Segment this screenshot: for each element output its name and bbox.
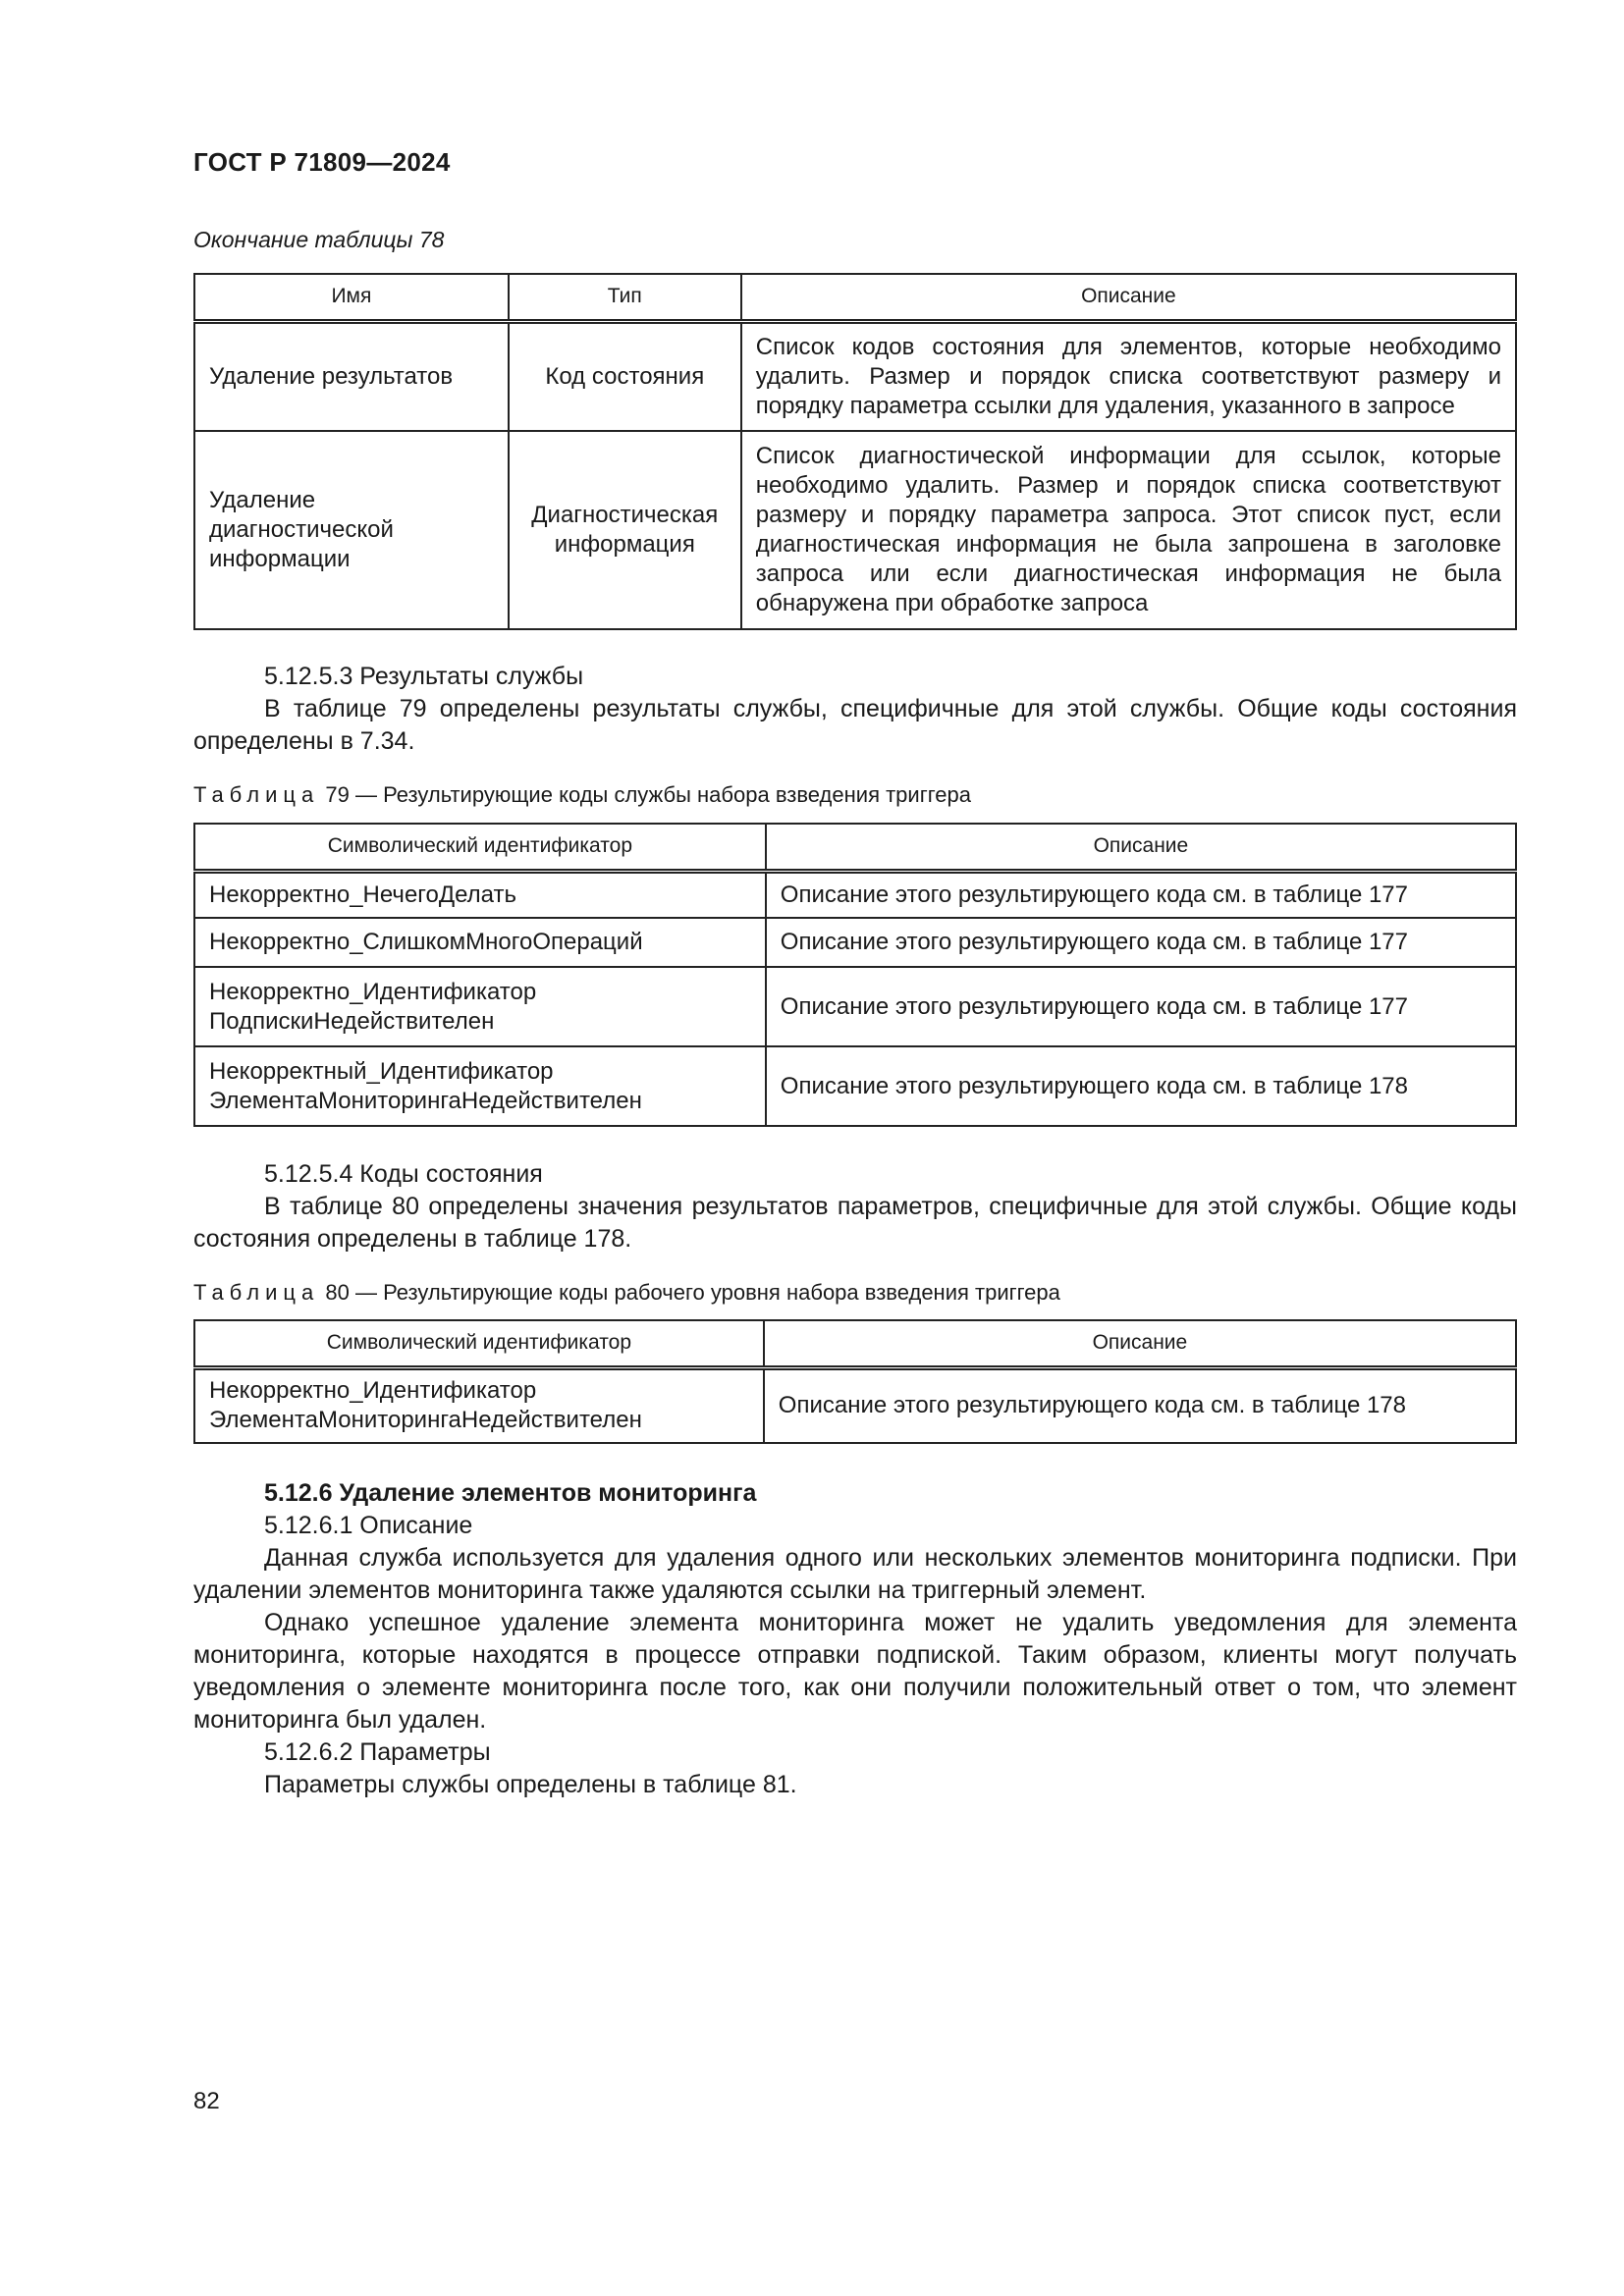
cell-symbolic-id: Некорректно_Идентификатор ЭлементаМониторингаНедействителен xyxy=(194,1367,764,1443)
cell-type: Диагностическая информация xyxy=(509,431,741,629)
table-80 xyxy=(193,1319,1517,1444)
cell-symbolic-id: Некорректно_Идентификатор ПодпискиНедействителен xyxy=(194,967,766,1046)
table-row xyxy=(194,431,1516,629)
paragraph-5-12-6-2: Параметры службы определены в таблице 81. xyxy=(264,1771,797,1798)
table80-caption xyxy=(193,1280,1060,1306)
section-heading-5-12-5-3: 5.12.5.3 Результаты службы xyxy=(264,663,584,690)
section-heading-5-12-6: 5.12.6 Удаление элементов мониторинга xyxy=(264,1479,757,1507)
table-row xyxy=(194,871,1516,918)
cell-description: Описание этого результирующего кода см. в таблице 177 xyxy=(766,918,1516,967)
table-row xyxy=(194,967,1516,1046)
cell-description: Описание этого результирующего кода см. в таблице 177 xyxy=(766,871,1516,918)
column-header-symbolic-id: Символический идентификатор xyxy=(194,824,766,871)
table-row xyxy=(194,918,1516,967)
cell-description: Список кодов состояния для элементов, которые необходимо удалить. Размер и порядок списка соответствуют размеру и порядку параметра ссылки для удаления, указанного в запросе xyxy=(741,321,1516,431)
table-caption-text: 80 — Результирующие коды рабочего уровня набора взведения триггера xyxy=(325,1280,1060,1305)
table-header-row xyxy=(194,1320,1516,1367)
column-header-description: Описание xyxy=(764,1320,1516,1367)
paragraph-5-12-6-1-a: Данная служба используется для удаления одного или нескольких элементов мониторинга подписки. При удалении элементов мониторинга также удаляются ссылки на триггерный элемент. xyxy=(193,1544,1517,1604)
table-row xyxy=(194,1367,1516,1443)
cell-description: Описание этого результирующего кода см. в таблице 178 xyxy=(766,1046,1516,1126)
table-caption-text: 79 — Результирующие коды службы набора взведения триггера xyxy=(325,782,971,807)
column-header-symbolic-id: Символический идентификатор xyxy=(194,1320,764,1367)
cell-description: Список диагностической информации для ссылок, которые необходимо удалить. Размер и порядок списка соответствуют размеру и порядку параметра запроса. Этот список пуст, если диагностическая информация не была запрошена в заголовке запроса или если диагностическая информация не была обнаружена при обработке запроса xyxy=(741,431,1516,629)
table-78 xyxy=(193,273,1517,630)
table-row xyxy=(194,1046,1516,1126)
subsection-heading-5-12-6-1: 5.12.6.1 Описание xyxy=(264,1512,473,1539)
table-79 xyxy=(193,823,1517,1127)
column-header-description: Описание xyxy=(741,274,1516,321)
page-number: 82 xyxy=(193,2088,220,2114)
table78-caption: Окончание таблицы 78 xyxy=(193,227,445,252)
cell-symbolic-id: Некорректно_СлишкомМногоОпераций xyxy=(194,918,766,967)
cell-description: Описание этого результирующего кода см. в таблице 178 xyxy=(764,1367,1516,1443)
table79-caption xyxy=(193,782,971,808)
column-header-name: Имя xyxy=(194,274,509,321)
subsection-heading-5-12-6-2: 5.12.6.2 Параметры xyxy=(264,1738,491,1766)
cell-symbolic-id: Некорректно_НечегоДелать xyxy=(194,871,766,918)
table-row xyxy=(194,321,1516,431)
paragraph-5-12-5-3: В таблице 79 определены результаты службы, специфичные для этой службы. Общие коды состояния определены в 7.34. xyxy=(193,695,1517,755)
table-caption-label: Таблица xyxy=(193,1280,320,1305)
cell-name: Удаление результатов xyxy=(194,321,509,431)
table-header-row xyxy=(194,274,1516,321)
column-header-description: Описание xyxy=(766,824,1516,871)
table-header-row xyxy=(194,824,1516,871)
cell-name: Удаление диагностической информации xyxy=(194,431,509,629)
column-header-type: Тип xyxy=(509,274,741,321)
paragraph-5-12-5-4: В таблице 80 определены значения результатов параметров, специфичные для этой службы. Общие коды состояния определены в таблице 178. xyxy=(193,1193,1517,1253)
table-caption-label: Таблица xyxy=(193,782,320,807)
section-heading-5-12-5-4: 5.12.5.4 Коды состояния xyxy=(264,1160,543,1188)
paragraph-5-12-6-1-b: Однако успешное удаление элемента мониторинга может не удалить уведомления для элемента мониторинга, которые находятся в процессе отправки подпиской. Таким образом, клиенты могут получать уведомления о элементе мониторинга после того, как они получили положительный ответ о том, что элемент мониторинга был удален. xyxy=(193,1609,1517,1734)
document-header-title: ГОСТ Р 71809—2024 xyxy=(193,147,451,177)
cell-symbolic-id: Некорректный_Идентификатор ЭлементаМониторингаНедействителен xyxy=(194,1046,766,1126)
cell-description: Описание этого результирующего кода см. в таблице 177 xyxy=(766,967,1516,1046)
cell-type: Код состояния xyxy=(509,321,741,431)
